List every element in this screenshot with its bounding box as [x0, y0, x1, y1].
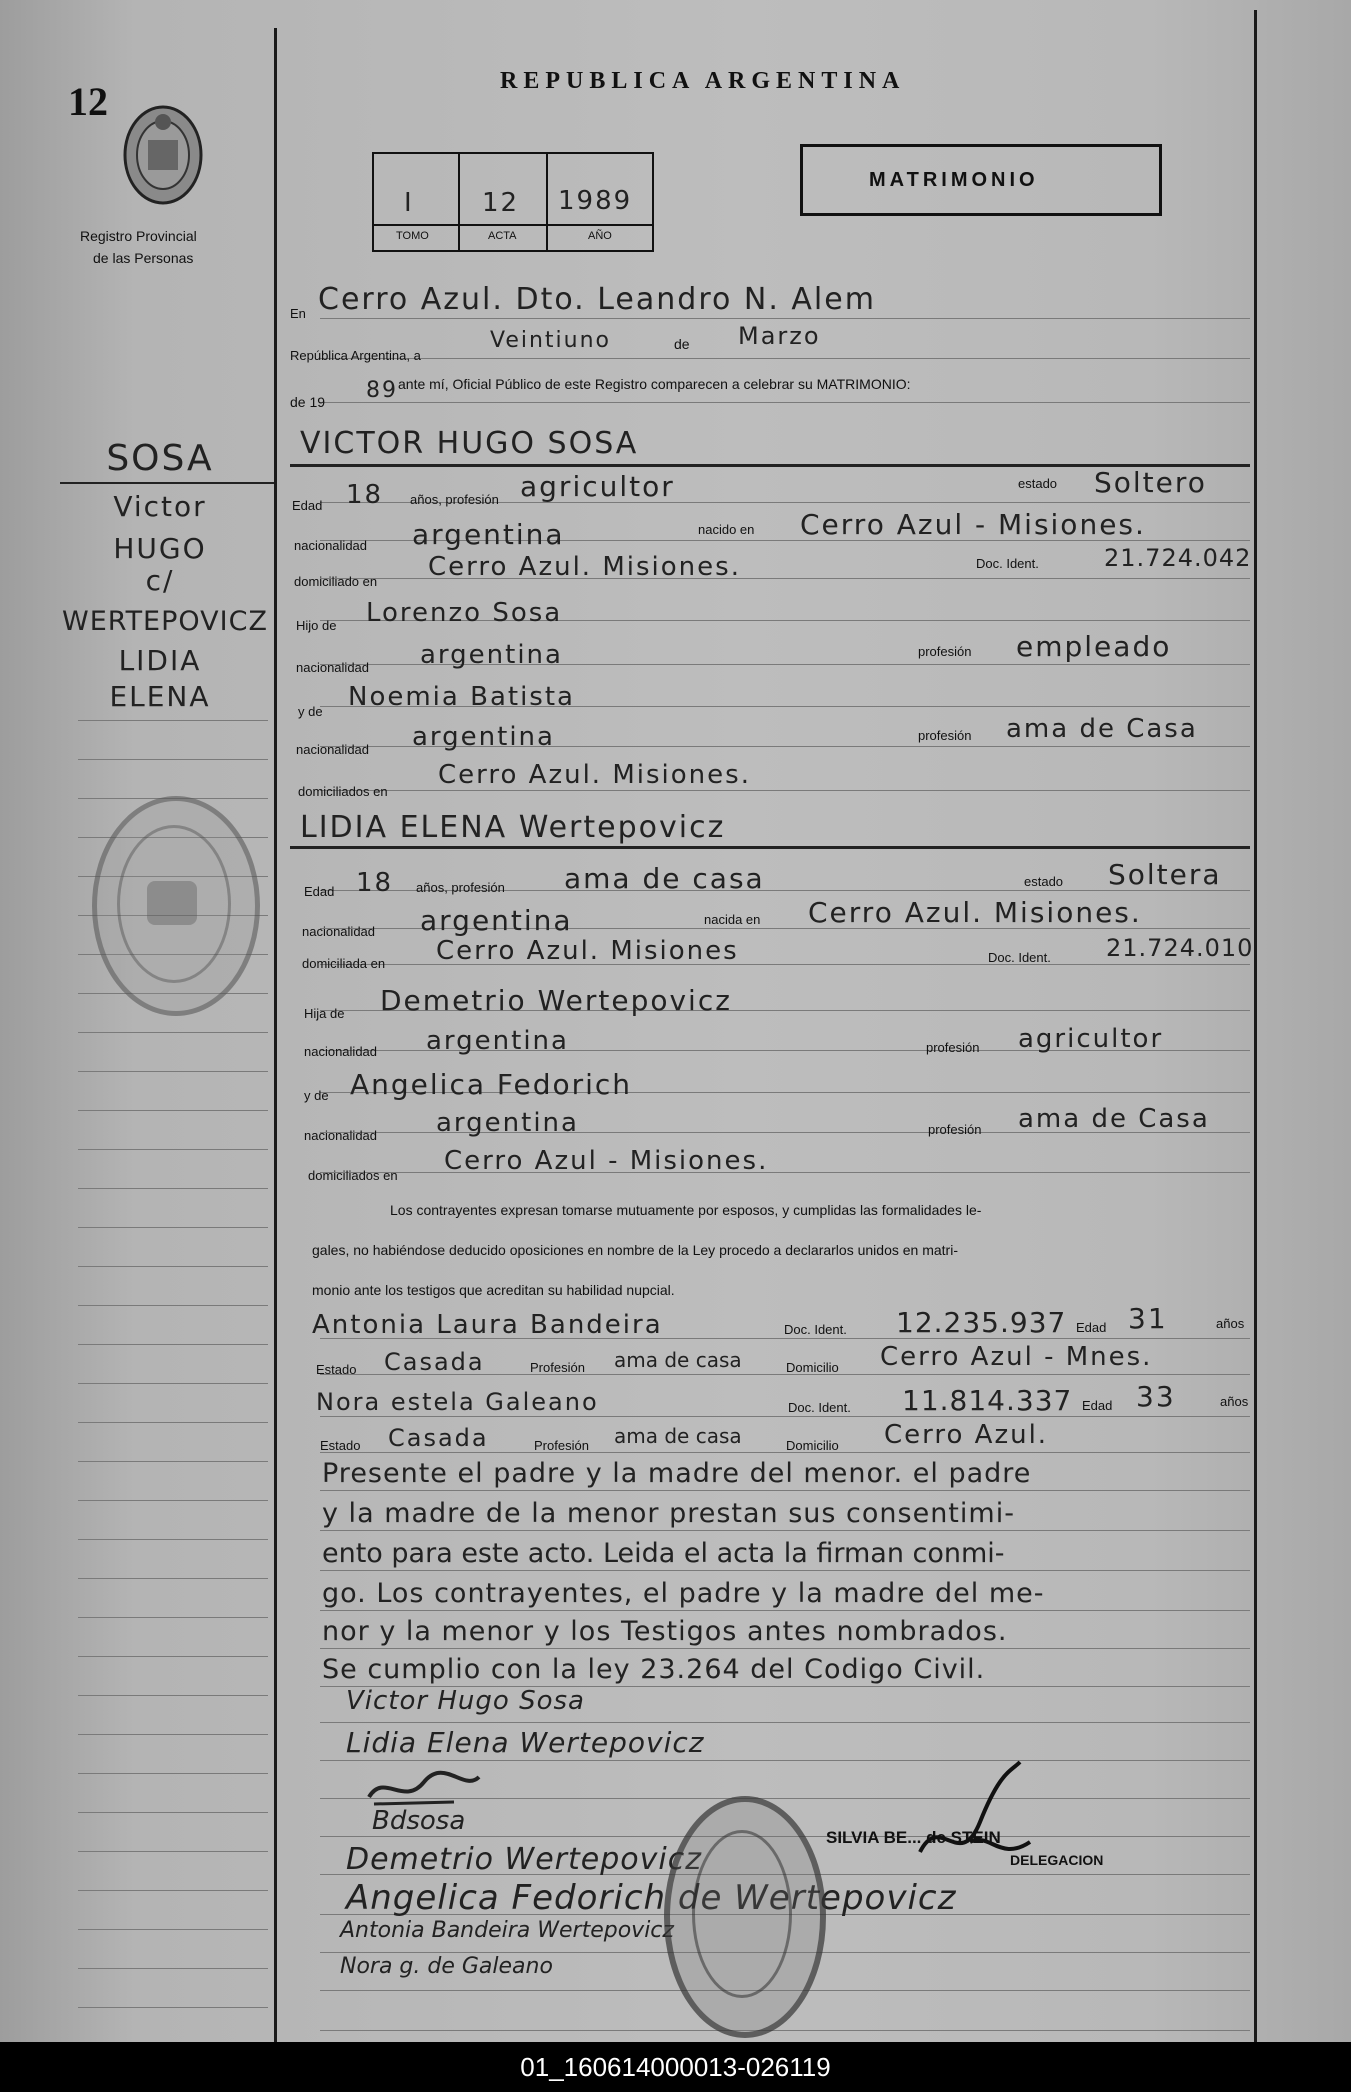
groom-doc: 21.724.042	[1104, 544, 1252, 572]
witness1-anos-label: años	[1216, 1316, 1245, 1331]
registry-line-2: de las Personas	[93, 250, 194, 266]
witness2-estado-label: Estado	[320, 1438, 361, 1453]
groom-domicile: Cerro Azul. Misiones.	[428, 552, 741, 582]
official-stamp-sub: DELEGACION	[1010, 1852, 1104, 1868]
body-rule	[320, 1722, 1250, 1723]
margin-surname-rule	[60, 482, 274, 484]
signature-father-bride: Demetrio Wertepovicz	[346, 1842, 702, 1877]
acta-label: ACTA	[488, 230, 517, 242]
margin-rule	[78, 1773, 268, 1774]
declaration-line-2: gales, no habiéndose deducido oposiciones en nombre de la Ley procedo a declararlos unidos en matri-	[312, 1242, 958, 1258]
bride-edad-label: Edad	[304, 884, 335, 899]
register-reference-box	[372, 152, 654, 252]
margin-line-5: LIDIA	[118, 644, 202, 677]
bride-profesion-label: años, profesión	[416, 880, 505, 895]
intro-statement: ante mí, Oficial Público de este Registro comparecen a celebrar su MATRIMONIO:	[398, 376, 911, 392]
body-rule	[320, 2030, 1250, 2031]
margin-rule	[78, 2007, 268, 2008]
bride-parents-dom: Cerro Azul - Misiones.	[444, 1146, 769, 1176]
bride-father-prof: agricultor	[1018, 1024, 1164, 1054]
declaration-line-3: monio ante los testigos que acreditan su habilidad nupcial.	[312, 1282, 675, 1298]
body-rule	[320, 1610, 1250, 1611]
bride-hija-label: Hija de	[304, 1006, 345, 1021]
bride-father: Demetrio Wertepovicz	[380, 984, 732, 1017]
margin-rule	[78, 1890, 268, 1891]
groom-name: VICTOR HUGO SOSA	[300, 426, 639, 461]
bride-doc: 21.724.010	[1106, 934, 1254, 962]
en-label: En	[290, 306, 306, 321]
bride-father-prof-label: profesión	[926, 1040, 980, 1055]
groom-father-prof-label: profesión	[918, 644, 972, 659]
witness1-age: 31	[1128, 1302, 1168, 1335]
bride-yde-label: y de	[304, 1088, 329, 1103]
groom-yde-label: y de	[298, 704, 323, 719]
tomo-value: I	[404, 188, 414, 218]
notes-line-6: Se cumplio con la ley 23.264 del Codigo Civil.	[322, 1654, 986, 1685]
body-rule	[320, 1760, 1250, 1761]
margin-line-1: Victor	[113, 490, 207, 523]
anio-label: AÑO	[588, 230, 612, 242]
notes-line-3: ento para este acto. Leida el acta la firman conmi-	[322, 1538, 1005, 1569]
groom-father: Lorenzo Sosa	[366, 598, 563, 628]
bride-nacionalidad-label: nacionalidad	[302, 924, 376, 939]
margin-rule	[78, 1383, 268, 1384]
groom-birthplace: Cerro Azul - Misiones.	[800, 508, 1146, 541]
groom-mother-nat: argentina	[412, 722, 555, 752]
signature-father-groom: Bdsosa	[372, 1806, 466, 1836]
bride-doc-label: Doc. Ident.	[988, 950, 1051, 965]
groom-profession: agricultor	[520, 470, 675, 503]
body-rule	[320, 358, 1250, 359]
margin-rule	[78, 1344, 268, 1345]
body-rule	[320, 1570, 1250, 1571]
groom-mother-prof-label: profesión	[918, 728, 972, 743]
body-rule	[320, 318, 1250, 319]
body-rule	[320, 790, 1250, 791]
bride-separator	[290, 846, 1250, 849]
groom-mother-nat-label: nacionalidad	[296, 742, 370, 757]
coat-of-arms-icon	[118, 100, 208, 210]
margin-rule	[78, 759, 268, 760]
witness2-anos-label: años	[1220, 1394, 1249, 1409]
left-column-border	[274, 28, 277, 2042]
groom-doc-label: Doc. Ident.	[976, 556, 1039, 571]
year-suffix: 89	[366, 378, 398, 403]
official-signature-scribble	[910, 1752, 1040, 1887]
groom-estado-label: estado	[1018, 476, 1058, 491]
witness1-status: Casada	[384, 1348, 485, 1376]
official-round-stamp	[664, 1796, 826, 2038]
groom-parents-dom: Cerro Azul. Misiones.	[438, 760, 751, 790]
margin-rule	[78, 1110, 268, 1111]
witness1-edad-label: Edad	[1076, 1320, 1107, 1335]
margin-rule	[78, 1032, 268, 1033]
margin-rule	[78, 1695, 268, 1696]
witness2-domicile: Cerro Azul.	[884, 1420, 1049, 1450]
tomo-label: TOMO	[396, 230, 429, 242]
margin-rule	[78, 1305, 268, 1306]
margin-rule	[78, 1539, 268, 1540]
bride-profession: ama de casa	[564, 862, 765, 895]
witness2-profesion-label: Profesión	[534, 1438, 589, 1453]
body-rule	[320, 1452, 1250, 1453]
margin-rule	[78, 1266, 268, 1267]
groom-profesion-label: años, profesión	[410, 492, 499, 507]
margin-rule	[78, 1422, 268, 1423]
margin-rule	[78, 1968, 268, 1969]
groom-hijo-label: Hijo de	[296, 618, 337, 633]
country-title: REPUBLICA ARGENTINA	[500, 68, 906, 94]
groom-nacido-label: nacido en	[698, 522, 755, 537]
groom-status: Soltero	[1094, 466, 1207, 499]
anio-value: 1989	[558, 186, 633, 216]
witness1-profesion-label: Profesión	[530, 1360, 585, 1375]
margin-rule	[78, 720, 268, 721]
bride-parents-dom-label: domiciliados en	[308, 1168, 398, 1183]
document-type: MATRIMONIO	[869, 169, 1039, 191]
groom-age: 18	[346, 480, 384, 510]
margin-rule	[78, 1656, 268, 1657]
margin-rule	[78, 1500, 268, 1501]
signature-mother-bride: Angelica Fedorich de Wertepovicz	[346, 1878, 957, 1918]
groom-nationality: argentina	[412, 518, 565, 551]
bride-mother-nat-label: nacionalidad	[304, 1128, 378, 1143]
bride-mother-prof: ama de Casa	[1018, 1104, 1210, 1134]
registry-seal-stamp	[92, 796, 260, 1016]
signature-witness-1: Antonia Bandeira Wertepovicz	[340, 1918, 674, 1943]
matrimonio-box	[800, 144, 1162, 216]
bride-age: 18	[356, 868, 394, 898]
month: Marzo	[738, 322, 821, 350]
declaration-line-1: Los contrayentes expresan tomarse mutuamente por esposos, y cumplidas las formalidades le-	[390, 1202, 982, 1218]
bride-mother-prof-label: profesión	[928, 1122, 982, 1137]
republica-label: República Argentina, a	[290, 348, 421, 363]
witness1-doc: 12.235.937	[896, 1306, 1067, 1339]
witness2-doc: 11.814.337	[902, 1384, 1073, 1417]
bride-nationality: argentina	[420, 904, 573, 937]
body-rule	[320, 1416, 1250, 1417]
bride-father-nat: argentina	[426, 1026, 569, 1056]
signature-groom: Victor Hugo Sosa	[346, 1686, 585, 1716]
registry-line-1: Registro Provincial	[80, 228, 197, 244]
signature-witness-2: Nora g. de Galeano	[340, 1954, 553, 1979]
notes-line-4: go. Los contrayentes, el padre y la madre del me-	[322, 1578, 1045, 1609]
de-19-label: de 19	[290, 394, 326, 410]
groom-edad-label: Edad	[292, 498, 323, 513]
witness2-name: Nora estela Galeano	[316, 1388, 599, 1416]
bride-father-nat-label: nacionalidad	[304, 1044, 378, 1059]
body-rule	[320, 402, 1250, 403]
image-caption: 01_160614000013-026119	[520, 2052, 831, 2082]
margin-rule	[78, 1929, 268, 1930]
witness1-name: Antonia Laura Bandeira	[312, 1310, 663, 1340]
margin-rule	[78, 1461, 268, 1462]
margin-surname: SOSA	[106, 438, 214, 479]
margin-rule	[78, 1578, 268, 1579]
official-stamp-name: SILVIA BE... de STEIN	[826, 1828, 1001, 1847]
groom-domicilio-label: domiciliado en	[294, 574, 378, 589]
groom-parents-dom-label: domiciliados en	[298, 784, 388, 799]
acta-value: 12	[482, 188, 520, 218]
bride-estado-label: estado	[1024, 874, 1064, 889]
day: Veintiuno	[490, 328, 612, 353]
margin-rule	[78, 1734, 268, 1735]
witness2-age: 33	[1136, 1380, 1176, 1413]
notes-line-5: nor y la menor y los Testigos antes nombrados.	[322, 1616, 1008, 1647]
bride-name: LIDIA ELENA Wertepovicz	[300, 810, 726, 845]
witness1-profession: ama de casa	[614, 1348, 742, 1372]
margin-line-4: WERTEPOVICZ	[62, 606, 268, 637]
witness2-profession: ama de casa	[614, 1424, 742, 1448]
body-rule	[320, 1490, 1250, 1491]
bride-domicile: Cerro Azul. Misiones	[436, 936, 739, 966]
margin-rule	[78, 1188, 268, 1189]
witness1-doc-label: Doc. Ident.	[784, 1322, 847, 1337]
groom-father-nat: argentina	[420, 640, 563, 670]
witness2-edad-label: Edad	[1082, 1398, 1113, 1413]
page-number: 12	[68, 79, 108, 124]
notes-line-1: Presente el padre y la madre del menor. el padre	[322, 1458, 1032, 1489]
witness2-doc-label: Doc. Ident.	[788, 1400, 851, 1415]
groom-mother-prof: ama de Casa	[1006, 714, 1198, 744]
margin-rule	[78, 1071, 268, 1072]
witness2-domicilio-label: Domicilio	[786, 1438, 839, 1453]
body-rule	[320, 1530, 1250, 1531]
bride-mother-nat: argentina	[436, 1108, 579, 1138]
margin-rule	[78, 1812, 268, 1813]
margin-rule	[78, 1149, 268, 1150]
groom-father-prof: empleado	[1016, 630, 1172, 663]
right-page-border	[1254, 10, 1257, 2042]
de-label: de	[674, 336, 690, 352]
place: Cerro Azul. Dto. Leandro N. Alem	[318, 282, 876, 317]
groom-mother: Noemia Batista	[348, 682, 575, 712]
groom-father-nat-label: nacionalidad	[296, 660, 370, 675]
groom-nacionalidad-label: nacionalidad	[294, 538, 368, 553]
margin-rule	[78, 1227, 268, 1228]
margin-rule	[78, 1617, 268, 1618]
bride-mother: Angelica Fedorich	[350, 1068, 633, 1101]
bride-birthplace: Cerro Azul. Misiones.	[808, 896, 1142, 929]
witness1-domicilio-label: Domicilio	[786, 1360, 839, 1375]
body-rule	[320, 1648, 1250, 1649]
witness1-domicile: Cerro Azul - Mnes.	[880, 1342, 1153, 1372]
witness1-estado-label: Estado	[316, 1362, 357, 1377]
margin-line-3: c/	[145, 564, 175, 597]
signature-bride: Lidia Elena Wertepovicz	[346, 1726, 705, 1759]
margin-line-2: HUGO	[113, 532, 207, 565]
bride-nacida-label: nacida en	[704, 912, 761, 927]
margin-rule	[78, 1851, 268, 1852]
notes-line-2: y la madre de la menor prestan sus consentimi-	[322, 1498, 1015, 1529]
margin-line-6: ELENA	[109, 680, 211, 713]
bride-status: Soltera	[1108, 858, 1222, 891]
bride-domicilio-label: domiciliada en	[302, 956, 386, 971]
witness2-status: Casada	[388, 1424, 489, 1452]
